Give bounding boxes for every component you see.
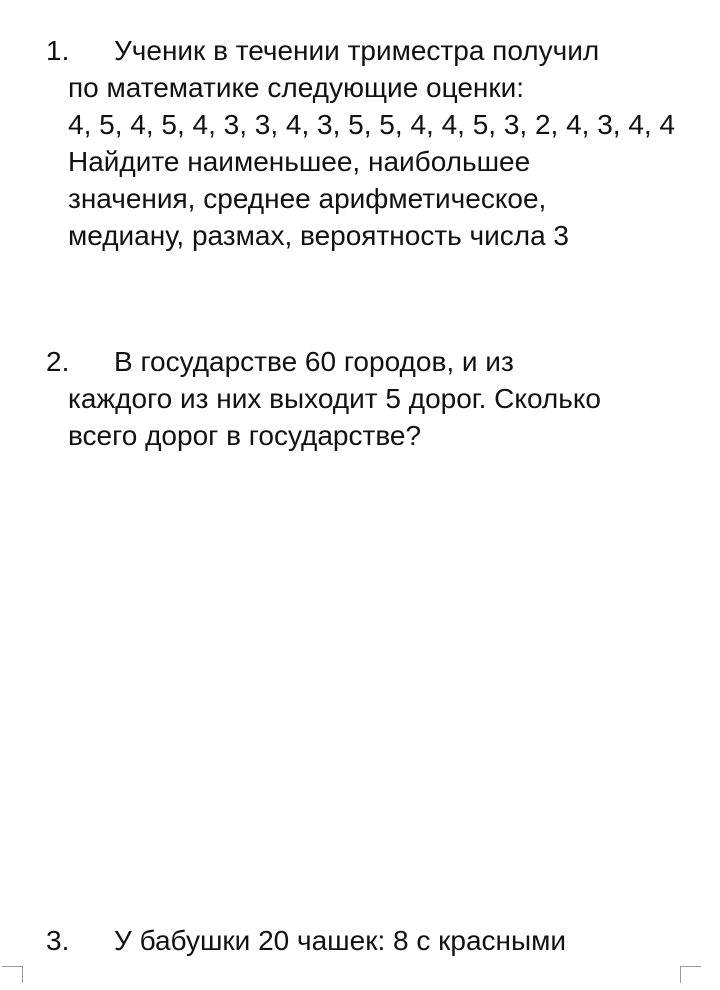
task-1 — [46, 32, 686, 254]
task-text-line: медиану, размах, вероятность числа 3 — [68, 220, 570, 251]
task-2 — [46, 343, 686, 454]
task-text-line: каждого из них выходит 5 дорог. Сколько — [68, 383, 601, 414]
task-text-line: В государстве 60 городов, и из — [114, 346, 514, 377]
task-number: 1. — [46, 35, 70, 66]
task-number: 3. — [46, 925, 70, 956]
task-text-line: Ученик в течении триместра получил — [114, 35, 600, 66]
page-corner-mark-right — [680, 966, 701, 983]
task-number: 2. — [46, 346, 70, 377]
grades-list: 4, 5, 4, 5, 4, 3, 3, 4, 3, 5, 5, 4, 4, 5, 3, 2, 4, 3, 4, 4 — [68, 109, 676, 140]
task-text-line: У бабушки 20 чашек: 8 с красными — [114, 925, 567, 956]
page-corner-mark-left — [2, 966, 23, 983]
task-text-line: по математике следующие оценки: — [68, 72, 525, 103]
task-3 — [46, 922, 686, 959]
task-text-line: значения, среднее арифметическое, — [68, 183, 547, 214]
task-text-line: всего дорог в государстве? — [68, 420, 422, 451]
task-text-line: Найдите наименьшее, наибольшее — [68, 146, 531, 177]
